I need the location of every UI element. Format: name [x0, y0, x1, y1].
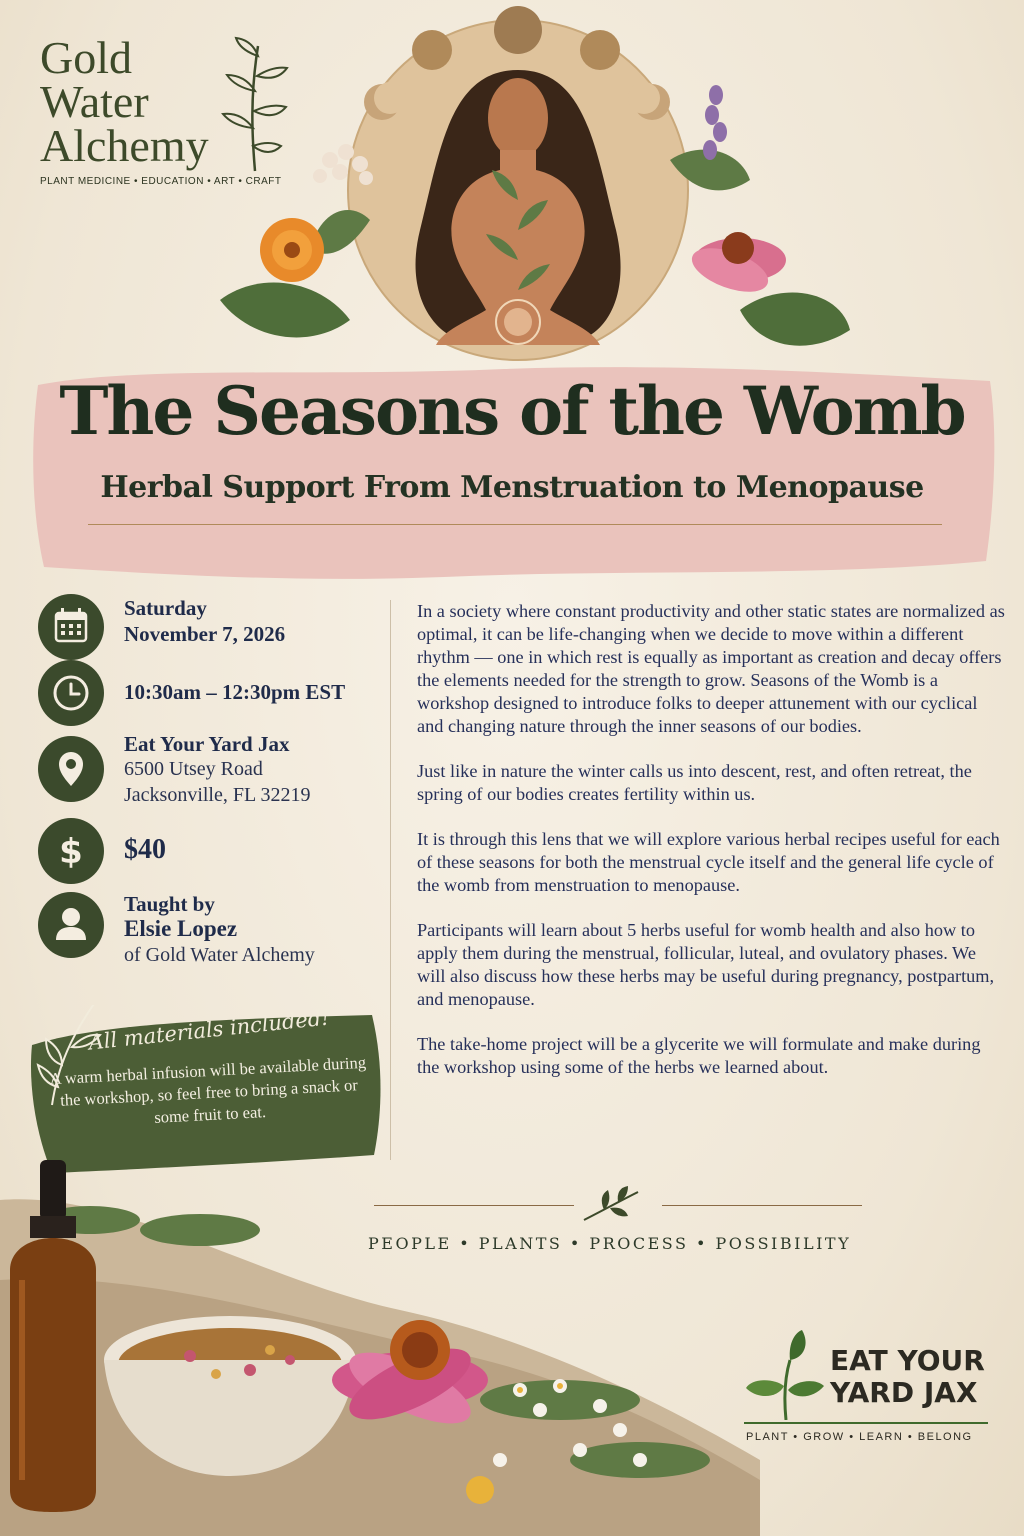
partner-tagline: PLANT • GROW • LEARN • BELONG — [746, 1431, 973, 1443]
logo-tagline: PLANT MEDICINE • EDUCATION • ART • CRAFT — [40, 176, 282, 187]
event-time-text: 10:30am – 12:30pm EST — [124, 680, 346, 704]
motto: PEOPLE • PLANTS • PROCESS • POSSIBILITY — [368, 1234, 852, 1253]
column-divider — [390, 600, 391, 1160]
event-day: Saturday — [124, 596, 207, 620]
page-title: The Seasons of the Womb — [59, 372, 965, 450]
taught-by-label: Taught by — [124, 892, 215, 916]
materials-body: A warm herbal infusion will be available during the workshop, so feel free to bring a snack or some fruit to eat. — [49, 1052, 367, 1127]
venue-address-2: Jacksonville, FL 32219 — [124, 784, 311, 806]
partner-name-line-1: EAT YOUR — [830, 1344, 985, 1377]
echinacea-flower — [686, 232, 786, 301]
herbal-still-life — [0, 1160, 760, 1536]
workshop-description — [417, 600, 1007, 1101]
map-pin-icon — [38, 736, 104, 802]
teacher-org: of Gold Water Alchemy — [124, 944, 315, 966]
logo-line-2: Water — [40, 76, 149, 127]
title-divider — [88, 524, 942, 525]
calendar-icon — [38, 594, 104, 660]
marigold-flower — [260, 218, 324, 282]
materials-title: All materials included! — [87, 1005, 331, 1055]
description-paragraph: The take-home project will be a glycerite we will formulate and make during the workshop using some of the herbs we learned about. — [417, 1034, 981, 1077]
page-subtitle: Herbal Support From Menstruation to Menopause — [100, 470, 924, 505]
venue-name: Eat Your Yard Jax — [124, 732, 290, 756]
seedling-icon — [744, 1330, 828, 1420]
hero-illustration — [200, 0, 860, 380]
lavender-flower — [703, 85, 727, 160]
logo-line-3: Alchemy — [40, 120, 209, 171]
dollar-icon — [38, 818, 104, 884]
person-icon — [38, 892, 104, 958]
svg-text:$: $ — [59, 832, 83, 872]
eat-your-yard-jax-logo — [744, 1330, 994, 1450]
event-date-text: November 7, 2026 — [124, 622, 286, 646]
description-paragraph: It is through this lens that we will explore various herbal recipes useful for each of these seasons for both the menstrual cycle itself and the general life cycle of the womb from menstruation to menopause. — [417, 829, 1000, 895]
price-text: $40 — [124, 834, 166, 865]
partner-name-line-2: YARD JAX — [830, 1376, 978, 1409]
description-paragraph: In a society where constant productivity and other static states are normalized as optimal, it can be life-changing when we decide to move within a different rhythm — one in which rest is equally as important as creation and decay offers the elements needed for the strength to grow. Seasons of the Womb is a workshop designed to introduce folks to deeper attunement with our cyclical and changing nature through the inner seasons of our bodies. — [417, 601, 1005, 736]
description-paragraph: Just like in nature the winter calls us into descent, rest, and often retreat, the spring of our bodies creates fertility within us. — [417, 761, 972, 804]
description-paragraph: Participants will learn about 5 herbs useful for womb health and also how to apply them during the menstrual, follicular, luteal, and ovulatory phases. We will also discuss how these herbs may be useful during pregnancy, postpartum, and menopause. — [417, 920, 995, 1009]
partner-divider — [744, 1422, 988, 1424]
teacher-name: Elsie Lopez — [124, 916, 238, 941]
venue-address-1: 6500 Utsey Road — [124, 758, 263, 780]
clock-icon — [38, 660, 104, 726]
logo-line-1: Gold — [40, 32, 132, 83]
